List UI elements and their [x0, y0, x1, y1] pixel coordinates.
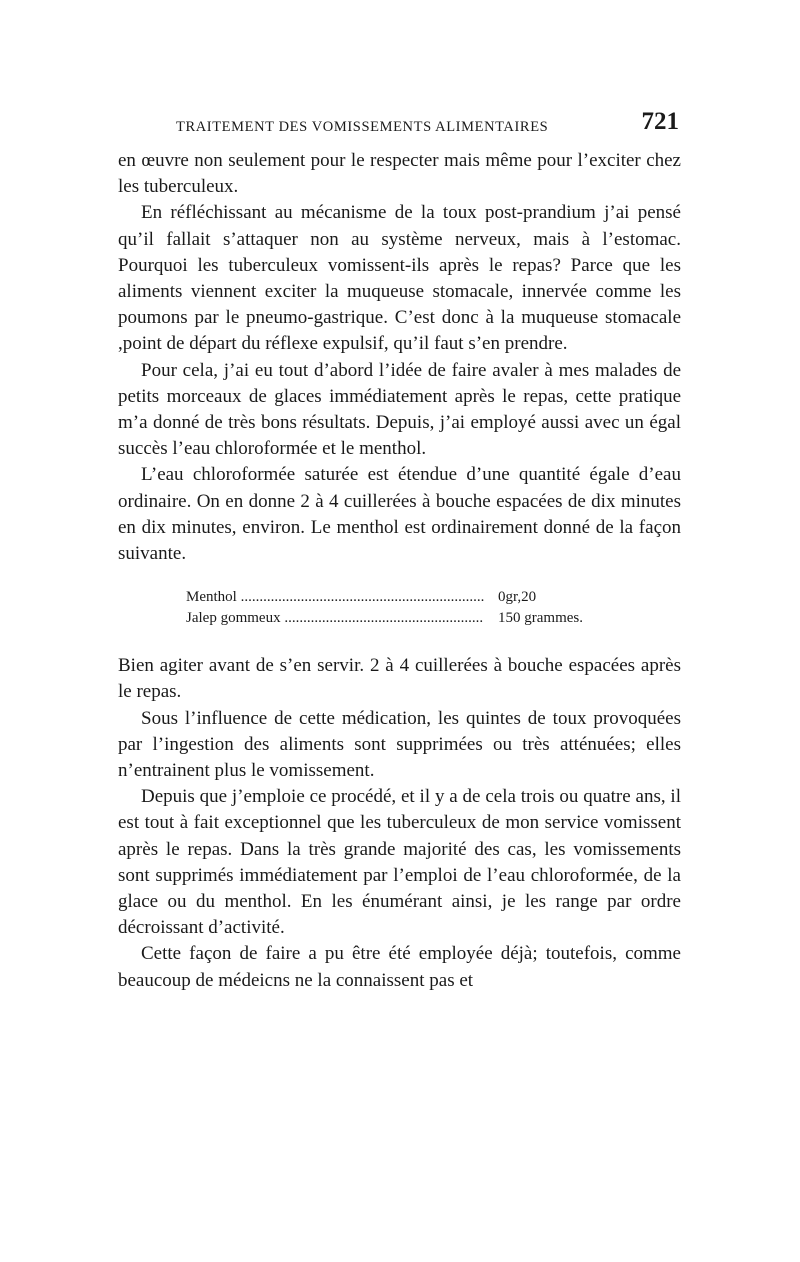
page-number: 721 [641, 108, 679, 135]
paragraph: Pour cela, j’ai eu tout d’abord l’idée de faire avaler à mes malades de petits morceaux de glaces immédiatement après le repas, cette pratique m’a donné de très bons résultats. Depuis, j’ai employé aussi avec un égal succès l’eau chloroformée et le menthol. [118, 359, 681, 460]
paragraph: en œuvre non seulement pour le respecter mais même pour l’exciter chez les tuberculeux. [118, 150, 681, 198]
prescription-row [186, 587, 591, 608]
running-header [118, 108, 681, 148]
running-title: TRAITEMENT DES VOMISSEMENTS ALIMENTAIRES [176, 119, 549, 135]
prescription-row [186, 608, 591, 629]
prescription-item: Menthol ..... [186, 587, 484, 608]
paragraph: En réfléchissant au mécanisme de la toux post-prandium j’ai pensé qu’il fallait s’attaquer non au système nerveux, mais à l’estomac. Pourquoi les tuberculeux vomissent-ils après le repas? Parce que les aliments viennent exciter la muqueuse stomacale, innervée comme les poumons par le pneumo-gastrique. C’est donc à la muqueuse stomacale ,point de départ du réflexe expulsif, qu’il faut s’en prendre. [118, 202, 681, 355]
prescription-item: Jalep gommeux ..... [186, 608, 484, 629]
paragraph: Bien agiter avant de s’en servir. 2 à 4 cuillerées à bouche espacées après le repas. [118, 655, 681, 703]
body-text [118, 148, 681, 994]
paragraph: Depuis que j’emploie ce procédé, et il y a de cela trois ou quatre ans, il est tout à fait exceptionnel que les tuberculeux de mon service vomissent après le repas. Dans la très grande majorité des cas, les vomissements sont supprimés immédiatement par l’emploi de l’eau chloroformée, de la glace ou du menthol. En les énumérant ainsi, je les range par ordre décroissant d’activité. [118, 786, 681, 939]
paragraph: L’eau chloroformée saturée est étendue d’une quantité égale d’eau ordinaire. On en donne 2 à 4 cuillerées à bouche espacées de dix minutes en dix minutes, environ. Le menthol est ordinairement donné de la façon suivante. [118, 464, 681, 565]
paragraph: Cette façon de faire a pu être été employée déjà; toutefois, comme beaucoup de médeicns ne la connaissent pas et [118, 943, 681, 991]
book-page [118, 108, 681, 994]
prescription-dose: 150 grammes. [498, 610, 583, 627]
paragraph: Sous l’influence de cette médication, les quintes de toux provoquées par l’ingestion des aliments sont supprimées ou très atténuées; elles n’entrainent plus le vomissement. [118, 707, 681, 782]
prescription-dose: 0gr,20 [498, 589, 537, 606]
prescription-block [186, 587, 681, 629]
